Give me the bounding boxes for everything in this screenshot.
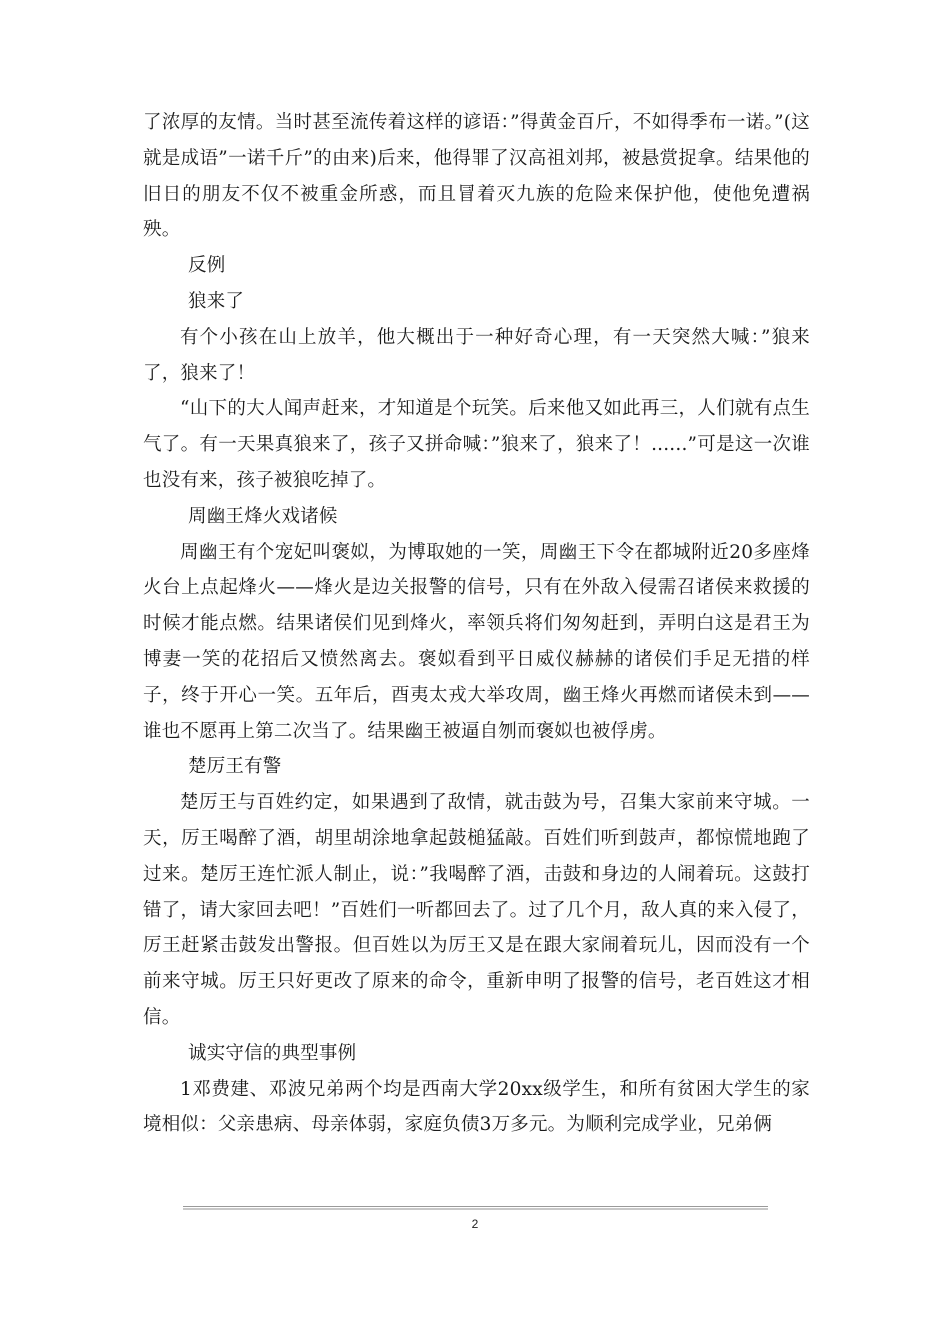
paragraph-zhou-youwang-story: 周幽王有个宠妃叫褒姒，为博取她的一笑，周幽王下令在都城附近20多座烽火台上点起烽火——烽火是边关报警的信号，只有在外敌入侵需召诸侯来救援的时候才能点燃。结果诸侯们见到烽火，率领兵将们匆匆赶到，弄明白这是君王为博妻一笑的花招后又愤然离去。褒姒看到平日威仪赫赫的诸侯们手足无措的样子，终于开心一笑。五年后，酉夷太戎大举攻周，幽王烽火再燃而诸侯未到——谁也不愿再上第二次当了。结果幽王被逼自刎而褒姒也被俘虏。	[143, 541, 810, 742]
paragraph-deng-brothers: 1邓费建、邓波兄弟两个均是西南大学20xx级学生，和所有贫困大学生的家境相似：父亲患病、母亲体弱，家庭负债3万多元。为顺利完成学业，兄弟俩	[143, 1078, 810, 1136]
heading-zhou-youwang: 周幽王烽火戏诸候	[188, 505, 338, 527]
footer-divider	[183, 1206, 768, 1210]
document-body	[143, 105, 810, 1143]
heading-counterexamples: 反例	[188, 255, 226, 277]
paragraph-chu-liwang-story: 楚厉王与百姓约定，如果遇到了敌情，就击鼓为号，召集大家前来守城。一天，厉王喝醉了酒，胡里胡涂地拿起鼓槌猛敲。百姓们听到鼓声，都惊慌地跑了过来。楚厉王连忙派人制止，说：”我喝醉了酒，击鼓和身边的人闹着玩。这鼓打错了，请大家回去吧！”百姓们一听都回去了。过了几个月，敌人真的来入侵了，厉王赶紧击鼓发出警报。但百姓以为厉王又是在跟大家闹着玩儿，因而没有一个前来守城。厉王只好更改了原来的命令，重新申明了报警的信号，老百姓这才相信。	[143, 792, 810, 1028]
heading-wolf-is-coming: 狼来了	[188, 290, 245, 312]
heading-chu-liwang: 楚厉王有警	[188, 756, 282, 778]
heading-typical-honesty-cases: 诚实守信的典型事例	[188, 1042, 357, 1064]
paragraph-friendship-ending: 了浓厚的友情。当时甚至流传着这样的谚语：”得黄金百斤，不如得季布一诺。”(这就是成语”一诺千斤”的由来)后来，他得罪了汉高祖刘邦，被悬赏捉拿。结果他的旧日的朋友不仅不被重金所惑，而且冒着灭九族的危险来保护他，使他免遭祸殃。	[143, 112, 810, 241]
paragraph-wolf-story-2: “山下的大人闻声赶来，才知道是个玩笑。后来他又如此再三，人们就有点生气了。有一天果真狼来了，孩子又拼命喊：”狼来了，狼来了！......”可是这一次谁也没有来，孩子被狼吃掉了。	[143, 398, 810, 491]
page-number: 2	[471, 1217, 479, 1231]
paragraph-wolf-story-1: 有个小孩在山上放羊，他大概出于一种好奇心理，有一天突然大喊：”狼来了，狼来了！	[143, 326, 810, 384]
